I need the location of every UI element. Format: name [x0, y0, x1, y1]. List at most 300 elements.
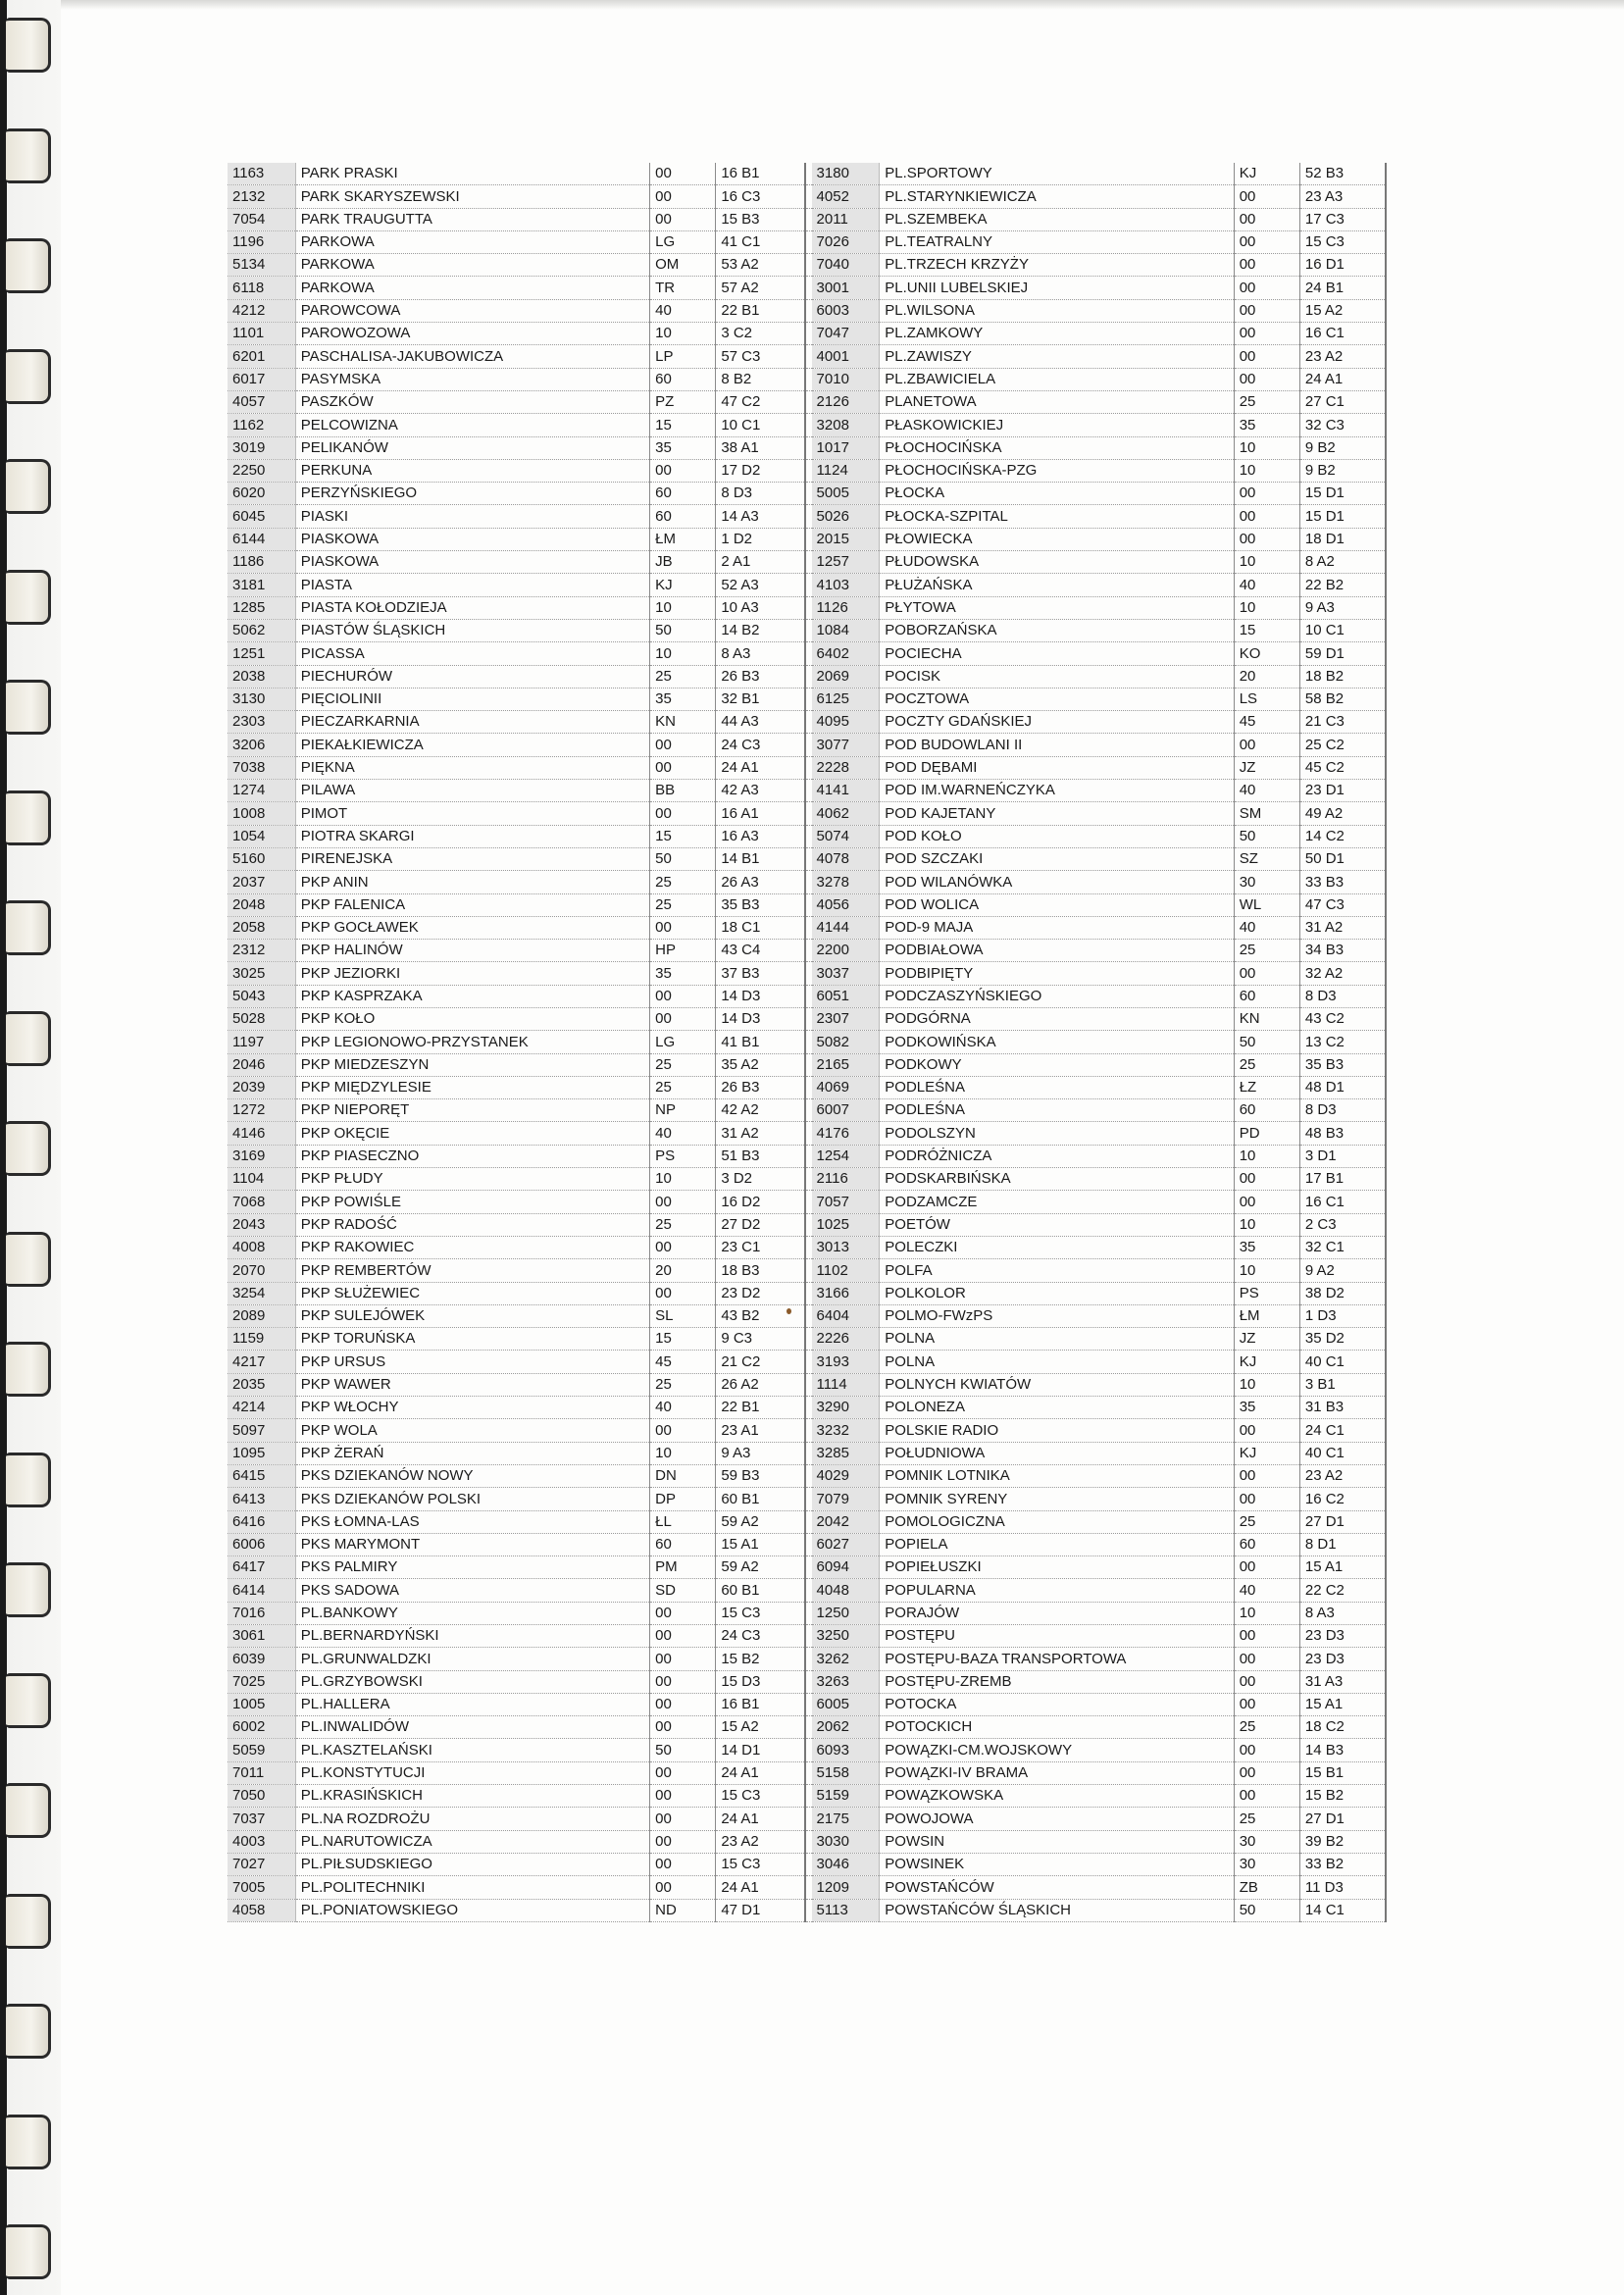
- map-ref: 47 D1: [716, 1899, 806, 1921]
- map-ref: 15 A1: [1299, 1693, 1386, 1715]
- map-ref: 9 C3: [716, 1328, 806, 1351]
- district-code: 25: [1234, 1053, 1299, 1076]
- district-code: 00: [650, 1236, 716, 1258]
- street-name: PŁYTOWA: [880, 596, 1234, 619]
- street-name: PŁOWIECKA: [880, 528, 1234, 550]
- street-name: PKS DZIEKANÓW POLSKI: [295, 1488, 649, 1510]
- district-code: 25: [650, 1076, 716, 1098]
- street-name: PAROWOZOWA: [295, 323, 649, 345]
- street-code: 2011: [812, 208, 880, 230]
- street-code: 1163: [228, 163, 295, 185]
- map-ref: 60 B1: [716, 1579, 806, 1602]
- street-code: 7040: [812, 254, 880, 277]
- district-code: SZ: [1234, 847, 1299, 870]
- table-row: [228, 1168, 1386, 1191]
- street-code: 5028: [228, 1007, 295, 1030]
- map-ref: 49 A2: [1299, 802, 1386, 825]
- street-code: 3181: [228, 574, 295, 596]
- district-code: KJ: [1234, 1351, 1299, 1373]
- street-name: PKP REMBERTÓW: [295, 1259, 649, 1282]
- street-name: PIASKOWA: [295, 551, 649, 574]
- street-name: PKP PIASECZNO: [295, 1145, 649, 1167]
- table-row: [228, 1442, 1386, 1464]
- district-code: SM: [1234, 802, 1299, 825]
- map-ref: 35 B3: [716, 893, 806, 916]
- binder-ring: [6, 128, 51, 183]
- district-code: 00: [1234, 1168, 1299, 1191]
- street-name: PLANETOWA: [880, 390, 1234, 413]
- street-code: 1285: [228, 596, 295, 619]
- map-ref: 15 A2: [716, 1716, 806, 1739]
- map-ref: 16 C1: [1299, 323, 1386, 345]
- street-name: PIĘCIOLINII: [295, 688, 649, 710]
- table-row: [228, 436, 1386, 459]
- district-code: 00: [650, 1602, 716, 1624]
- district-code: 50: [650, 847, 716, 870]
- table-row: [228, 1556, 1386, 1579]
- street-name: PŁOCHOCIŃSKA: [880, 436, 1234, 459]
- table-row: [228, 1739, 1386, 1761]
- street-code: 6093: [812, 1739, 880, 1761]
- map-ref: 14 B2: [716, 619, 806, 641]
- street-code: 4078: [812, 847, 880, 870]
- binder-ring: [6, 1894, 51, 1949]
- district-code: 00: [1234, 277, 1299, 299]
- street-name: POWSTAŃCÓW ŚLĄSKICH: [880, 1899, 1234, 1921]
- map-ref: 15 D1: [1299, 483, 1386, 505]
- street-code: 6002: [228, 1716, 295, 1739]
- street-code: 6094: [812, 1556, 880, 1579]
- district-code: 25: [650, 871, 716, 893]
- district-code: JZ: [1234, 756, 1299, 779]
- street-name: POLSKIE RADIO: [880, 1419, 1234, 1442]
- street-code: 6201: [228, 345, 295, 368]
- district-code: 60: [1234, 985, 1299, 1007]
- map-ref: 23 D2: [716, 1282, 806, 1304]
- street-name: PARKOWA: [295, 230, 649, 253]
- street-name: PL.KASZTELAŃSKI: [295, 1739, 649, 1761]
- district-code: ND: [650, 1899, 716, 1921]
- map-ref: 43 B2: [716, 1304, 806, 1327]
- district-code: DP: [650, 1488, 716, 1510]
- street-code: 3030: [812, 1830, 880, 1853]
- district-code: 50: [1234, 825, 1299, 847]
- street-name: PODGÓRNA: [880, 1007, 1234, 1030]
- binder-ring: [6, 900, 51, 955]
- street-code: 1124: [812, 459, 880, 482]
- street-code: 6051: [812, 985, 880, 1007]
- table-row: [228, 254, 1386, 277]
- district-code: ŁM: [1234, 1304, 1299, 1327]
- street-name: PKS SADOWA: [295, 1579, 649, 1602]
- table-row: [228, 1785, 1386, 1808]
- street-code: 3166: [812, 1282, 880, 1304]
- table-row: [228, 208, 1386, 230]
- street-name: PKP WOLA: [295, 1419, 649, 1442]
- street-name: PODSKARBIŃSKA: [880, 1168, 1234, 1191]
- table-row: [228, 940, 1386, 962]
- street-name: POSTĘPU: [880, 1625, 1234, 1648]
- district-code: 15: [650, 825, 716, 847]
- street-name: POSTĘPU-ZREMB: [880, 1670, 1234, 1693]
- street-code: 6118: [228, 277, 295, 299]
- district-code: 00: [1234, 1625, 1299, 1648]
- street-name: POD KOŁO: [880, 825, 1234, 847]
- table-row: [228, 893, 1386, 916]
- street-code: 4069: [812, 1076, 880, 1098]
- street-code: 3019: [228, 436, 295, 459]
- street-name: PKP MIEDZESZYN: [295, 1053, 649, 1076]
- street-name: POLONEZA: [880, 1397, 1234, 1419]
- map-ref: 50 D1: [1299, 847, 1386, 870]
- district-code: 25: [650, 1213, 716, 1236]
- map-ref: 14 B1: [716, 847, 806, 870]
- street-name: PKS PALMIRY: [295, 1556, 649, 1579]
- map-ref: 10 A3: [716, 596, 806, 619]
- street-name: PL.STARYNKIEWICZA: [880, 185, 1234, 208]
- street-name: PKP WŁOCHY: [295, 1397, 649, 1419]
- map-ref: 33 B3: [1299, 871, 1386, 893]
- street-code: 5158: [812, 1761, 880, 1784]
- map-ref: 40 C1: [1299, 1442, 1386, 1464]
- district-code: 00: [1234, 1419, 1299, 1442]
- street-code: 3169: [228, 1145, 295, 1167]
- street-name: PL.POLITECHNIKI: [295, 1876, 649, 1899]
- street-name: PŁUŻAŃSKA: [880, 574, 1234, 596]
- map-ref: 15 A2: [1299, 299, 1386, 322]
- binder-ring: [6, 1232, 51, 1287]
- district-code: PD: [1234, 1122, 1299, 1145]
- table-row: [228, 1625, 1386, 1648]
- street-name: PIASKOWA: [295, 528, 649, 550]
- street-code: 1197: [228, 1031, 295, 1053]
- street-name: PKP MIĘDZYLESIE: [295, 1076, 649, 1098]
- map-ref: 21 C2: [716, 1351, 806, 1373]
- district-code: 45: [1234, 711, 1299, 734]
- district-code: 10: [1234, 1602, 1299, 1624]
- street-code: 1162: [228, 414, 295, 436]
- street-name: POCZTOWA: [880, 688, 1234, 710]
- district-code: 10: [1234, 1213, 1299, 1236]
- district-code: 10: [1234, 459, 1299, 482]
- map-ref: 45 C2: [1299, 756, 1386, 779]
- street-code: 6045: [228, 505, 295, 528]
- map-ref: 16 A1: [716, 802, 806, 825]
- map-ref: 23 D3: [1299, 1625, 1386, 1648]
- map-ref: 8 B2: [716, 368, 806, 390]
- street-name: POD-9 MAJA: [880, 916, 1234, 939]
- street-code: 6416: [228, 1510, 295, 1533]
- street-code: 1017: [812, 436, 880, 459]
- table-row: [228, 574, 1386, 596]
- district-code: 00: [650, 1876, 716, 1899]
- map-ref: 24 C3: [716, 1625, 806, 1648]
- map-ref: 44 A3: [716, 711, 806, 734]
- street-name: PARK TRAUGUTTA: [295, 208, 649, 230]
- street-name: POPIELA: [880, 1533, 1234, 1556]
- district-code: 00: [650, 1282, 716, 1304]
- street-code: 4103: [812, 574, 880, 596]
- map-ref: 15 C3: [1299, 230, 1386, 253]
- street-code: 6404: [812, 1304, 880, 1327]
- street-name: PL.WILSONA: [880, 299, 1234, 322]
- map-ref: 15 A1: [716, 1533, 806, 1556]
- map-ref: 24 C1: [1299, 1419, 1386, 1442]
- map-ref: 59 B3: [716, 1464, 806, 1487]
- street-name: PAROWCOWA: [295, 299, 649, 322]
- street-index-table: [228, 163, 1387, 1922]
- street-name: PIASTA: [295, 574, 649, 596]
- street-code: 5113: [812, 1899, 880, 1921]
- map-ref: 1 D2: [716, 528, 806, 550]
- street-name: PL.SPORTOWY: [880, 163, 1234, 185]
- street-code: 2165: [812, 1053, 880, 1076]
- district-code: 60: [650, 1533, 716, 1556]
- map-ref: 35 B3: [1299, 1053, 1386, 1076]
- street-code: 2250: [228, 459, 295, 482]
- map-ref: 26 B3: [716, 665, 806, 688]
- district-code: 00: [650, 985, 716, 1007]
- binder-ring: [6, 1121, 51, 1176]
- street-name: PKP PŁUDY: [295, 1168, 649, 1191]
- street-name: PKP RADOŚĆ: [295, 1213, 649, 1236]
- district-code: 40: [1234, 780, 1299, 802]
- street-code: 7068: [228, 1191, 295, 1213]
- district-code: 25: [1234, 1808, 1299, 1830]
- table-row: [228, 1031, 1386, 1053]
- table-row: [228, 459, 1386, 482]
- district-code: 60: [1234, 1533, 1299, 1556]
- street-code: 2070: [228, 1259, 295, 1282]
- table-row: [228, 734, 1386, 756]
- map-ref: 18 B3: [716, 1259, 806, 1282]
- map-ref: 8 A2: [1299, 551, 1386, 574]
- street-name: PERKUNA: [295, 459, 649, 482]
- district-code: 00: [1234, 368, 1299, 390]
- district-code: KN: [1234, 1007, 1299, 1030]
- district-code: 00: [650, 163, 716, 185]
- street-name: PKP POWIŚLE: [295, 1191, 649, 1213]
- map-ref: 59 D1: [1299, 642, 1386, 665]
- district-code: 40: [650, 1122, 716, 1145]
- table-row: [228, 1191, 1386, 1213]
- table-row: [228, 185, 1386, 208]
- map-ref: 14 C2: [1299, 825, 1386, 847]
- street-name: POMOLOGICZNA: [880, 1510, 1234, 1533]
- map-ref: 16 C3: [716, 185, 806, 208]
- street-name: PL.NARUTOWICZA: [295, 1830, 649, 1853]
- street-code: 1084: [812, 619, 880, 641]
- binder-ring: [6, 18, 51, 73]
- street-name: PARK SKARYSZEWSKI: [295, 185, 649, 208]
- district-code: LP: [650, 345, 716, 368]
- street-code: 4056: [812, 893, 880, 916]
- binder-ring: [6, 2004, 51, 2059]
- map-ref: 22 B2: [1299, 574, 1386, 596]
- district-code: 15: [650, 414, 716, 436]
- street-code: 4212: [228, 299, 295, 322]
- street-code: 6415: [228, 1464, 295, 1487]
- district-code: 00: [650, 1853, 716, 1875]
- district-code: 00: [650, 1830, 716, 1853]
- district-code: 25: [1234, 940, 1299, 962]
- street-code: 7010: [812, 368, 880, 390]
- table-row: [228, 847, 1386, 870]
- street-name: POCISK: [880, 665, 1234, 688]
- binder-ring: [6, 349, 51, 404]
- street-code: 5005: [812, 483, 880, 505]
- map-ref: 23 A2: [1299, 345, 1386, 368]
- map-ref: 23 A3: [1299, 185, 1386, 208]
- map-ref: 32 C3: [1299, 414, 1386, 436]
- district-code: KN: [650, 711, 716, 734]
- district-code: PM: [650, 1556, 716, 1579]
- district-code: 00: [1234, 1648, 1299, 1670]
- district-code: 10: [650, 596, 716, 619]
- district-code: 00: [1234, 1693, 1299, 1715]
- district-code: 40: [1234, 574, 1299, 596]
- district-code: 00: [650, 916, 716, 939]
- street-code: 4062: [812, 802, 880, 825]
- street-code: 3001: [812, 277, 880, 299]
- street-code: 1104: [228, 1168, 295, 1191]
- street-index: [228, 163, 1387, 1922]
- district-code: 00: [650, 734, 716, 756]
- street-name: PASCHALISA-JAKUBOWICZA: [295, 345, 649, 368]
- map-ref: 23 C1: [716, 1236, 806, 1258]
- table-row: [228, 1670, 1386, 1693]
- street-name: POD DĘBAMI: [880, 756, 1234, 779]
- street-code: 1005: [228, 1693, 295, 1715]
- district-code: 20: [650, 1259, 716, 1282]
- street-code: 2303: [228, 711, 295, 734]
- map-ref: 3 D1: [1299, 1145, 1386, 1167]
- map-ref: 52 B3: [1299, 163, 1386, 185]
- street-name: PŁOCKA: [880, 483, 1234, 505]
- street-name: POD WOLICA: [880, 893, 1234, 916]
- district-code: 10: [1234, 1373, 1299, 1396]
- street-code: 2200: [812, 940, 880, 962]
- binder-ring: [6, 680, 51, 735]
- street-code: 7054: [228, 208, 295, 230]
- table-row: [228, 1007, 1386, 1030]
- table-row: [228, 1053, 1386, 1076]
- map-ref: 16 D1: [1299, 254, 1386, 277]
- street-name: PELIKANÓW: [295, 436, 649, 459]
- district-code: 00: [1234, 528, 1299, 550]
- map-ref: 51 B3: [716, 1145, 806, 1167]
- street-name: POLNA: [880, 1328, 1234, 1351]
- street-name: PORAJÓW: [880, 1602, 1234, 1624]
- district-code: 10: [1234, 596, 1299, 619]
- map-ref: 42 A2: [716, 1099, 806, 1122]
- street-code: 7037: [228, 1808, 295, 1830]
- street-code: 2226: [812, 1328, 880, 1351]
- street-code: 3130: [228, 688, 295, 710]
- map-ref: 8 A3: [716, 642, 806, 665]
- street-name: PKS ŁOMNA-LAS: [295, 1510, 649, 1533]
- table-row: [228, 1282, 1386, 1304]
- street-code: 3013: [812, 1236, 880, 1258]
- street-name: POTOCKICH: [880, 1716, 1234, 1739]
- street-name: PL.NA ROZDROŻU: [295, 1808, 649, 1830]
- street-name: POD BUDOWLANI II: [880, 734, 1234, 756]
- map-ref: 14 D1: [716, 1739, 806, 1761]
- street-name: POŁUDNIOWA: [880, 1442, 1234, 1464]
- district-code: 00: [650, 756, 716, 779]
- table-row: [228, 1351, 1386, 1373]
- table-row: [228, 756, 1386, 779]
- district-code: 10: [650, 1442, 716, 1464]
- district-code: 40: [1234, 1579, 1299, 1602]
- street-code: 1209: [812, 1876, 880, 1899]
- table-row: [228, 1122, 1386, 1145]
- street-name: PL.SZEMBEKA: [880, 208, 1234, 230]
- map-ref: 18 B2: [1299, 665, 1386, 688]
- street-name: PIOTRA SKARGI: [295, 825, 649, 847]
- map-ref: 53 A2: [716, 254, 806, 277]
- map-ref: 15 B2: [1299, 1785, 1386, 1808]
- street-name: POWĄZKI-IV BRAMA: [880, 1761, 1234, 1784]
- street-code: 7079: [812, 1488, 880, 1510]
- street-code: 7026: [812, 230, 880, 253]
- map-ref: 1 D3: [1299, 1304, 1386, 1327]
- district-code: 10: [1234, 436, 1299, 459]
- map-ref: 15 B1: [1299, 1761, 1386, 1784]
- map-ref: 35 D2: [1299, 1328, 1386, 1351]
- map-ref: 26 A3: [716, 871, 806, 893]
- table-row: [228, 871, 1386, 893]
- map-ref: 23 A2: [716, 1830, 806, 1853]
- street-name: PKS DZIEKANÓW NOWY: [295, 1464, 649, 1487]
- street-name: PL.PONIATOWSKIEGO: [295, 1899, 649, 1921]
- district-code: 00: [650, 1648, 716, 1670]
- map-ref: 17 D2: [716, 459, 806, 482]
- map-ref: 24 A1: [716, 756, 806, 779]
- district-code: 00: [1234, 1556, 1299, 1579]
- district-code: 00: [650, 1693, 716, 1715]
- street-code: 1102: [812, 1259, 880, 1282]
- street-name: POMNIK SYRENY: [880, 1488, 1234, 1510]
- street-code: 5059: [228, 1739, 295, 1761]
- table-row: [228, 368, 1386, 390]
- map-ref: 23 D1: [1299, 780, 1386, 802]
- street-code: 7047: [812, 323, 880, 345]
- table-row: [228, 1579, 1386, 1602]
- map-ref: 23 D3: [1299, 1648, 1386, 1670]
- district-code: SD: [650, 1579, 716, 1602]
- map-ref: 32 A2: [1299, 962, 1386, 985]
- district-code: 00: [1234, 323, 1299, 345]
- street-code: 4029: [812, 1464, 880, 1487]
- street-code: 5074: [812, 825, 880, 847]
- street-code: 5097: [228, 1419, 295, 1442]
- street-code: 6414: [228, 1579, 295, 1602]
- map-ref: 42 A3: [716, 780, 806, 802]
- street-code: 3263: [812, 1670, 880, 1693]
- table-row: [228, 230, 1386, 253]
- map-ref: 18 D1: [1299, 528, 1386, 550]
- street-code: 3285: [812, 1442, 880, 1464]
- binder-ring: [6, 1673, 51, 1728]
- street-name: POLECZKI: [880, 1236, 1234, 1258]
- street-name: PKP URSUS: [295, 1351, 649, 1373]
- street-name: PL.BERNARDYŃSKI: [295, 1625, 649, 1648]
- map-ref: 15 C3: [716, 1602, 806, 1624]
- street-name: POWSTAŃCÓW: [880, 1876, 1234, 1899]
- street-code: 2175: [812, 1808, 880, 1830]
- map-ref: 17 C3: [1299, 208, 1386, 230]
